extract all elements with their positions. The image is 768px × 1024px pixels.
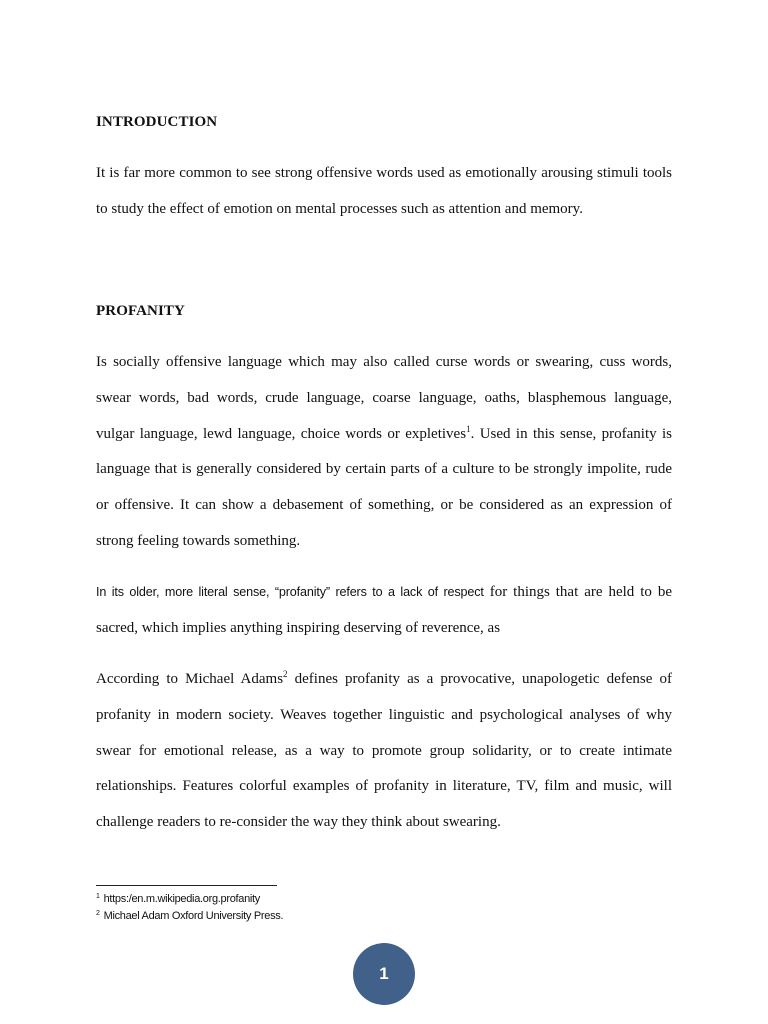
footnote-marker: 2	[96, 910, 100, 917]
footnote-marker: 1	[96, 893, 100, 900]
profanity-paragraph-2	[96, 575, 672, 647]
paragraph-text-sans: In its older, more literal sense, “profanity” refers to a lack of respect	[96, 585, 484, 599]
profanity-paragraph-3	[96, 662, 672, 841]
paragraph-text: . Used in this sense, profanity is language that is generally considered by certain parts of a culture to be strongly impolite, rude or offensive. It can show a debasement of something, or be considered as an expression of strong feeling towards something.	[96, 425, 673, 549]
footnote-ref-2: 2	[283, 669, 288, 679]
footnote-text: Michael Adam Oxford University Press.	[103, 910, 284, 922]
profanity-paragraph-1	[96, 345, 672, 560]
footnote-2	[96, 910, 283, 922]
footnote-1	[96, 893, 260, 905]
paragraph-text: defines profanity as a provocative, unapologetic defense of profanity in modern society. Weaves together linguistic and psychological analyses of why swear for emotional release, as a way to promote group solidarity, or to create intimate relationships. Features colorful examples of profanity in literature, TV, film and music, will challenge readers to re-consider the way they think about swearing.	[96, 671, 672, 831]
section-heading-profanity: PROFANITY	[96, 303, 185, 319]
footnote-separator	[96, 885, 277, 886]
intro-paragraph: It is far more common to see strong offensive words used as emotionally arousing stimuli tools to study the effect of emotion on mental processes such as attention and memory.	[96, 165, 672, 217]
paragraph-text: According to Michael Adams	[96, 671, 284, 687]
page-number-badge: 1	[353, 943, 415, 1005]
paragraph-text: for things that are held to be sacred, which implies anything inspiring deserving of reverence, as	[96, 584, 672, 636]
paragraph-text: Is socially offensive language which may also called curse words or swearing, cuss words, swear words, bad words, crude language, coarse language, oaths, blasphemous language, vulgar language, lewd language, choice words or expletives	[96, 354, 672, 442]
footnote-text: https:/en.m.wikipedia.org.profanity	[103, 893, 261, 905]
footnote-ref-1: 1	[466, 423, 471, 434]
section-heading-introduction: INTRODUCTION	[96, 114, 218, 130]
